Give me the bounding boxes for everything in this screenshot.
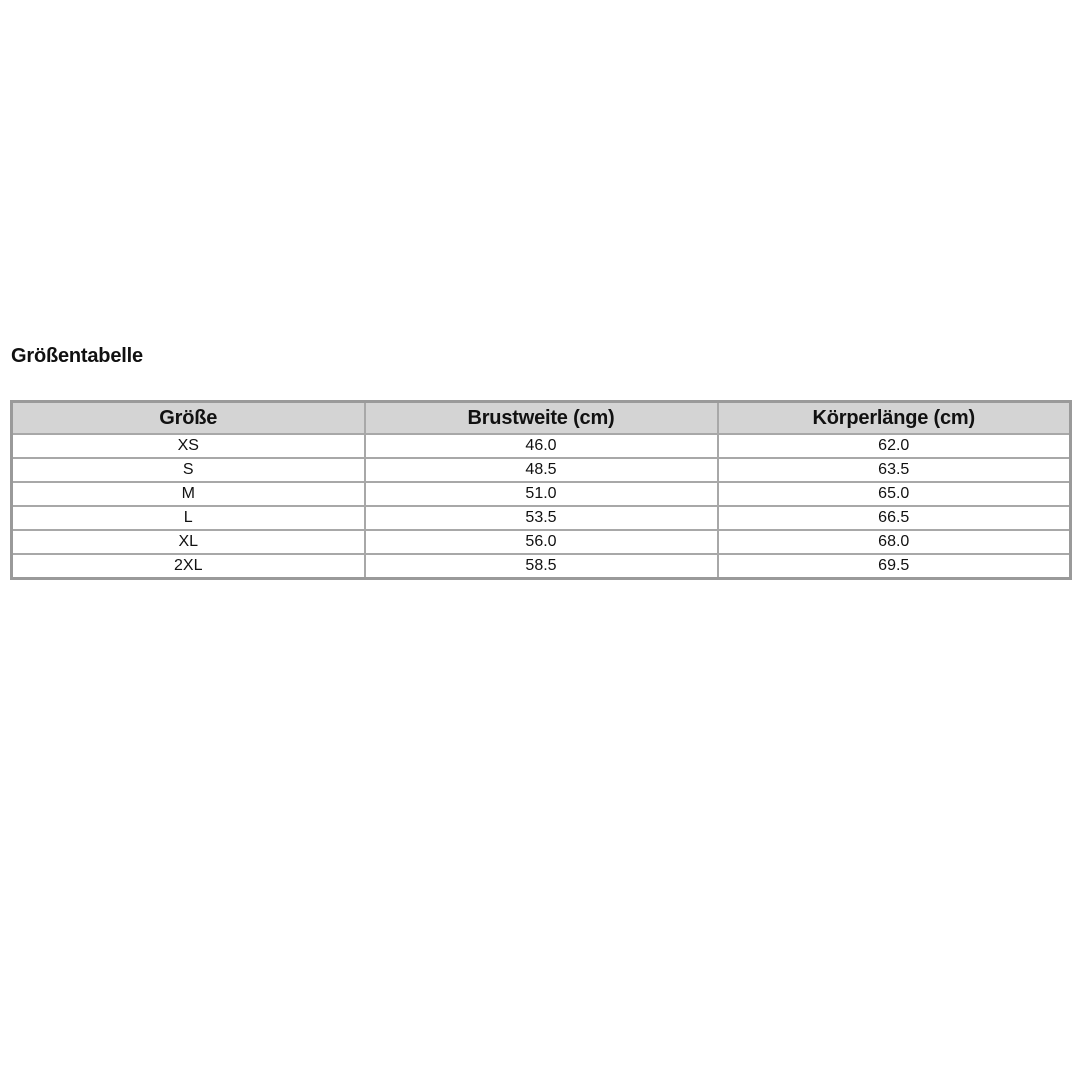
table-row xyxy=(12,458,1071,482)
size-cell: XL xyxy=(12,530,365,554)
header-row xyxy=(12,402,1071,435)
page-title: Größentabelle xyxy=(11,345,143,367)
body-length-cell: 66.5 xyxy=(718,506,1071,530)
body-length-cell: 62.0 xyxy=(718,434,1071,458)
chest-width-cell: 48.5 xyxy=(365,458,718,482)
body-length-cell: 69.5 xyxy=(718,554,1071,579)
table-body xyxy=(12,434,1071,579)
header-body-length: Körperlänge (cm) xyxy=(718,402,1071,435)
body-length-cell: 65.0 xyxy=(718,482,1071,506)
size-table xyxy=(10,400,1072,580)
table-header xyxy=(12,402,1071,435)
chest-width-cell: 58.5 xyxy=(365,554,718,579)
table-row xyxy=(12,482,1071,506)
size-cell: 2XL xyxy=(12,554,365,579)
table-row xyxy=(12,530,1071,554)
chest-width-cell: 56.0 xyxy=(365,530,718,554)
size-cell: XS xyxy=(12,434,365,458)
body-length-cell: 63.5 xyxy=(718,458,1071,482)
table-row xyxy=(12,434,1071,458)
header-size: Größe xyxy=(12,402,365,435)
size-cell: M xyxy=(12,482,365,506)
table-row xyxy=(12,506,1071,530)
size-cell: L xyxy=(12,506,365,530)
table-row xyxy=(12,554,1071,579)
chest-width-cell: 53.5 xyxy=(365,506,718,530)
chest-width-cell: 51.0 xyxy=(365,482,718,506)
size-cell: S xyxy=(12,458,365,482)
body-length-cell: 68.0 xyxy=(718,530,1071,554)
header-chest-width: Brustweite (cm) xyxy=(365,402,718,435)
chest-width-cell: 46.0 xyxy=(365,434,718,458)
